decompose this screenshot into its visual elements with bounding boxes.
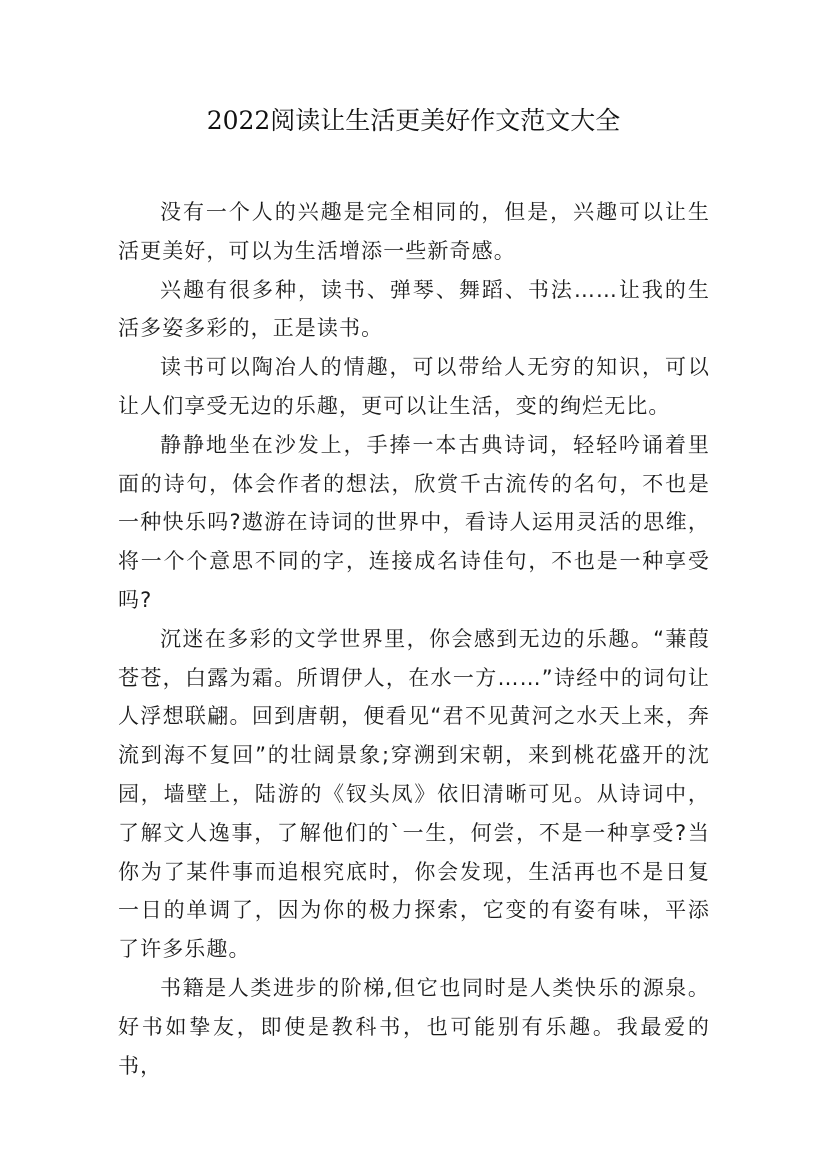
paragraph-6: 书籍是人类进步的阶梯,但它也同时是人类快乐的源泉。好书如挚友，即使是教科书，也可能别有乐趣。我最爱的书， xyxy=(118,975,710,1078)
paragraph-2: 兴趣有很多种，读书、弹琴、舞蹈、书法……让我的生活多姿多彩的，正是读书。 xyxy=(118,277,710,341)
document-body xyxy=(118,193,710,1085)
paragraph-3: 读书可以陶冶人的情趣，可以带给人无穷的知识，可以让人们享受无边的乐趣，更可以让生活，变的绚烂无比。 xyxy=(118,355,710,418)
document-title: 2022阅读让生活更美好作文范文大全 xyxy=(206,106,621,135)
paragraph-4: 静静地坐在沙发上，手捧一本古典诗词，轻轻吟诵着里面的诗句，体会作者的想法，欣赏千古流传的名句，不也是一种快乐吗?遨游在诗词的世界中，看诗人运用灵活的思维，将一个个意思不同的字，连接成名诗佳句，不也是一种享受吗? xyxy=(118,432,710,612)
paragraph-5: 沉迷在多彩的文学世界里，你会感到无边的乐趣。“蒹葭苍苍，白露为霜。所谓伊人，在水一方……”诗经中的词句让人浮想联翩。回到唐朝，便看见“君不见黄河之水天上来，奔流到海不复回”的壮阔景象;穿溯到宋朝，来到桃花盛开的沈园，墙壁上，陆游的《钗头凤》依旧清晰可见。从诗词中，了解文人逸事，了解他们的`一生，何尝，不是一种享受?当你为了某件事而追根究底时，你会发现，生活再也不是日复一日的单调了，因为你的极力探索，它变的有姿有味，平添了许多乐趣。 xyxy=(118,626,710,962)
paragraph-1: 没有一个人的兴趣是完全相同的，但是，兴趣可以让生活更美好，可以为生活增添一些新奇感。 xyxy=(118,200,710,263)
